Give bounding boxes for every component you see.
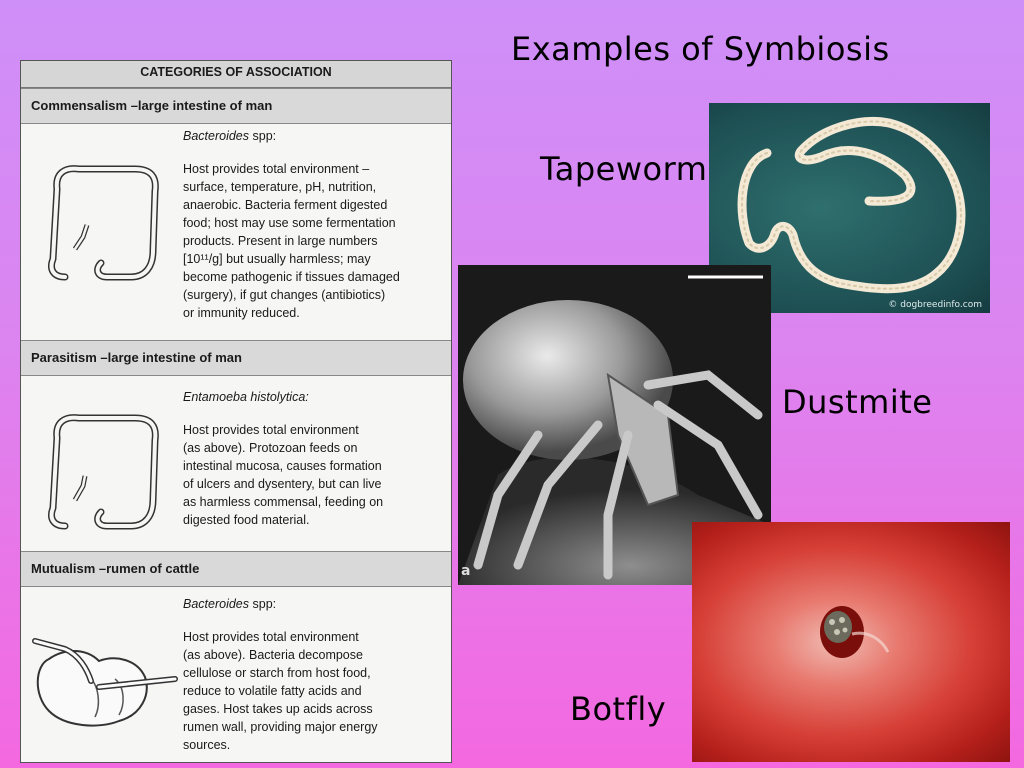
commensalism-heading: Commensalism –large intestine of man	[21, 88, 451, 124]
tapeworm-photo-credit: © dogbreedinfo.com	[888, 300, 982, 310]
commensalism-organism: Bacteroides spp:	[183, 129, 277, 143]
parasitism-heading: Parasitism –large intestine of man	[21, 340, 451, 376]
tapeworm-label: Tapeworm	[540, 150, 708, 188]
large-intestine-diagram-2	[35, 408, 165, 538]
rumen-diagram	[29, 625, 179, 735]
botfly-label: Botfly	[570, 690, 667, 728]
large-intestine-diagram-1	[35, 159, 165, 289]
commensalism-description: Host provides total environment – surface, temperature, pH, nutrition, anaerobic. Bacteria ferment digested food; host may use some fermentation products. Present in large numbers [10¹¹/g] but usually harmless; may become pathogenic if tissues damaged (surgery), if gut changes (antibiotics) or immunity reduced.	[183, 162, 400, 320]
parasitism-organism: Entamoeba histolytica:	[183, 390, 309, 404]
association-table	[20, 60, 452, 763]
dustmite-label: Dustmite	[782, 383, 933, 421]
parasitism-description: Host provides total environment (as above). Protozoan feeds on intestinal mucosa, causes formation of ulcers and dysentery, but can live as harmless commensal, feeding on digested food material.	[183, 423, 384, 527]
mutualism-heading: Mutualism –rumen of cattle	[21, 551, 451, 587]
botfly-illustration	[692, 522, 1010, 762]
table-header: CATEGORIES OF ASSOCIATION	[21, 61, 451, 88]
mutualism-organism: Bacteroides spp:	[183, 597, 277, 611]
botfly-photo	[692, 522, 1010, 762]
dustmite-panel-letter: a	[461, 563, 471, 579]
slide-title: Examples of Symbiosis	[511, 30, 890, 68]
mutualism-description: Host provides total environment (as above). Bacteria decompose cellulose or starch from host food, reduce to volatile fatty acids and gases. Host takes up acids across rumen wall, providing major energy sources.	[183, 630, 378, 752]
